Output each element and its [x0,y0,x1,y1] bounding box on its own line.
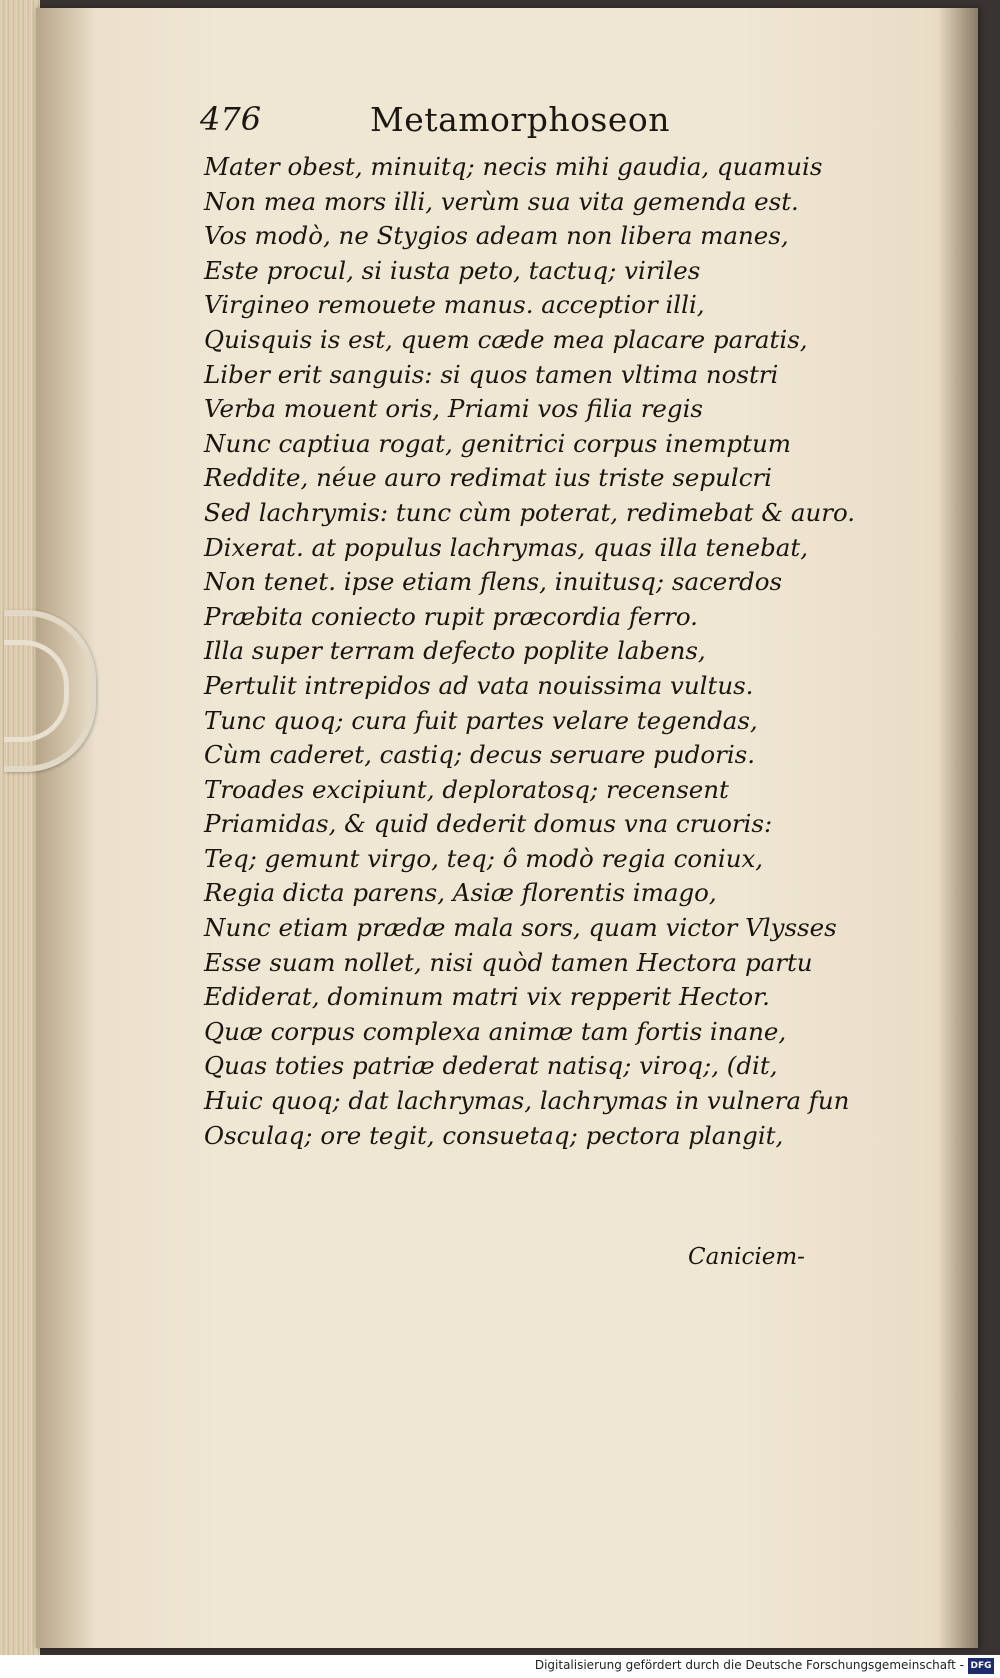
catchword: Caniciem- [688,1244,805,1270]
verse-line: Dixerat. at populus lachrymas, quas illa tenebat, [204,532,809,562]
page-number: 476 [200,100,262,138]
verse-line: Este procul, si iusta peto, tactuq; viriles [204,255,701,285]
verse-line: Quæ corpus complexa animæ tam fortis inane, [204,1016,787,1046]
verse-line: Cùm caderet, castiq; decus seruare pudoris. [204,740,756,770]
verse-line: Tunc quoq; cura fuit partes velare tegendas, [204,705,758,735]
page-header [200,100,800,140]
verse-line: Huic quoq; dat lachrymas, lachrymas in vulnera fun [204,1086,850,1116]
verse-line: Reddite, néue auro redimat ius triste sepulcri [204,463,772,493]
running-title: Metamorphoseon [370,100,671,139]
verse-line: Liber erit sanguis: si quos tamen vltima nostri [204,359,779,389]
verse-line: Regia dicta parens, Asiæ florentis imago, [204,878,717,908]
verse-line: Non tenet. ipse etiam flens, inuitusq; sacerdos [204,567,783,597]
dfg-logo: DFG [968,1658,994,1674]
verse-line: Quas toties patriæ dederat natisq; viroq;, (dit, [204,1051,778,1081]
gutter-shadow [36,8,96,1648]
verse-line: Mater obest, minuitq; necis mihi gaudia, quamuis [204,152,823,181]
verse-line: Ediderat, dominum matri vix repperit Hector. [204,982,770,1012]
verse-line: Nunc captiua rogat, genitrici corpus inemptum [204,428,791,458]
verse-line: Nunc etiam prædæ mala sors, quam victor Vlysses [204,913,837,943]
page-edges-stack [0,0,40,1655]
verse-line: Troades excipiunt, deploratosq; recensent [204,774,729,804]
verse-line: Illa super terram defecto poplite labens, [204,636,706,666]
verse-line: Pertulit intrepidos ad vata nouissima vultus. [204,670,754,700]
verse-line: Quisquis is est, quem cæde mea placare paratis, [204,324,808,354]
verse-line: Verba mouent oris, Priami vos filia regis [204,394,704,424]
footer-credit: Digitalisierung gefördert durch die Deutsche Forschungsgemeinschaft - [534,1658,964,1672]
verse-text [204,150,856,1153]
verse-line: Esse suam nollet, nisi quòd tamen Hectora partu [204,947,813,977]
verse-line: Præbita coniecto rupit præcordia ferro. [204,601,698,631]
verse-line: Non mea mors illi, verùm sua vita gemenda est. [204,186,799,216]
verse-line: Osculaq; ore tegit, consuetaq; pectora plangit, [204,1120,784,1150]
verse-line: Vos modò, ne Stygios adeam non libera manes, [204,221,789,251]
verse-line: Priamidas, & quid dederit domus vna cruoris: [204,809,773,839]
page-right-edge [938,8,978,1648]
verse-line: Teq; gemunt virgo, teq; ô modò regia coniux, [204,843,764,873]
verse-line: Virgineo remouete manus. acceptior illi, [204,290,705,320]
verse-line: Sed lachrymis: tunc cùm poterat, redimebat & auro. [204,497,856,527]
digitization-footer [0,1655,1000,1678]
